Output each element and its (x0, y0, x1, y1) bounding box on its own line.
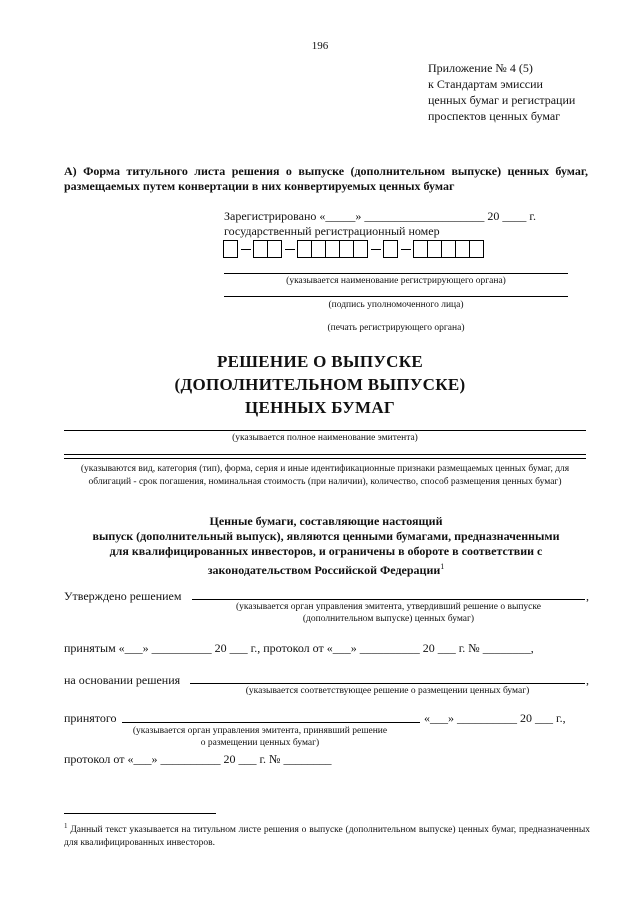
footnote-text: Данный текст указывается на титульном листе решения о выпуске (дополнительном выпуске) ценных бумаг, предназначенных для квалифицированных инвесторов. (64, 825, 591, 849)
note-text: законодательством Российской Федерации (207, 563, 441, 577)
adopted-line: принятым «___» __________ 20 ___ г., протокол от «___» __________ 20 ___ г. № ________, (64, 641, 534, 655)
title-line: РЕШЕНИЕ О ВЫПУСКЕ (216, 352, 423, 371)
protocol-line: протокол от «___» __________ 20 ___ г. № ________ (64, 752, 332, 766)
appendix-line: проспектов ценных бумаг (428, 109, 561, 123)
securities-info-caption: (указываются вид, категория (тип), форма, серия и иные идентификационные признаки размещаемых ценных бумаг, для облигаций - срок погашения, номинальная стоимость (при наличии), количество, способ размещения ценных бумаг) (80, 464, 570, 487)
digit-box (441, 240, 456, 258)
footnote (64, 820, 590, 850)
securities-info-line-1 (64, 454, 586, 455)
digit-box (455, 240, 470, 258)
comma: , (586, 673, 589, 687)
registrar-name-line (224, 273, 568, 274)
footnote-marker: 1 (440, 562, 445, 571)
approved-line (192, 599, 585, 600)
title-line: ЦЕННЫХ БУМАГ (244, 398, 396, 417)
basis-line (190, 683, 585, 684)
registration-line: Зарегистрировано «_____» ____________________ 20 ____ г. (224, 209, 536, 223)
signature-line (224, 296, 568, 297)
issuer-name-caption: (указывается полное наименование эмитента) (232, 433, 418, 443)
qualified-investors-note (68, 514, 584, 578)
caption-line: (указывается орган управления эмитента, принявший решение (132, 726, 388, 736)
accepted-date: «___» __________ 20 ___ г., (424, 711, 566, 725)
appendix-line: Приложение № 4 (5) (428, 61, 533, 75)
digit-box (427, 240, 442, 258)
caption-line: (указывается орган управления эмитента, утвердивший решение о выпуске (236, 602, 541, 612)
basis-label: на основании решения (64, 673, 181, 687)
digit-box (267, 240, 282, 258)
note-line: выпуск (дополнительный выпуск), являются ценными бумагами, предназначенными (92, 529, 560, 543)
appendix-line: к Стандартам эмиссии (428, 77, 543, 91)
accepted-caption (110, 725, 410, 749)
dash (285, 249, 295, 250)
basis-caption: (указывается соответствующее решение о размещении ценных бумаг) (245, 686, 530, 696)
dash (241, 249, 251, 250)
approved-caption (192, 601, 585, 625)
page-number: 196 (311, 40, 329, 52)
digit-box (253, 240, 268, 258)
approved-label: Утверждено решением (64, 589, 182, 603)
digit-box (413, 240, 428, 258)
digit-box (383, 240, 398, 258)
document-title (0, 350, 640, 419)
stamp-caption: (печать регистрирующего органа) (327, 323, 465, 333)
comma: , (586, 589, 589, 603)
digit-box (339, 240, 354, 258)
appendix-reference (428, 60, 575, 124)
accepted-label: принятого (64, 711, 117, 725)
issuer-name-line (64, 430, 586, 431)
caption-line: (дополнительном выпуске) ценных бумаг) (302, 614, 475, 624)
footnote-mark: 1 (64, 822, 68, 830)
appendix-line: ценных бумаг и регистрации (428, 93, 576, 107)
digit-box (311, 240, 326, 258)
note-line: Ценные бумаги, составляющие настоящий (209, 514, 443, 528)
title-line: (ДОПОЛНИТЕЛЬНОМ ВЫПУСКЕ) (174, 375, 466, 394)
dash (371, 249, 381, 250)
accepted-line (122, 722, 420, 723)
signature-caption: (подпись уполномоченного лица) (328, 300, 464, 310)
note-line: для квалифицированных инвесторов, и ограничены в обороте в соответствии с (109, 544, 543, 558)
digit-box (223, 240, 238, 258)
note-line (68, 559, 584, 578)
state-number-label: государственный регистрационный номер (224, 224, 440, 238)
digit-box (469, 240, 484, 258)
caption-line: о размещении ценных бумаг) (200, 738, 320, 748)
registrar-name-caption: (указывается наименование регистрирующего органа) (286, 276, 506, 286)
digit-box (297, 240, 312, 258)
securities-info-line-2 (64, 458, 586, 459)
digit-box (353, 240, 368, 258)
registration-number-boxes (224, 240, 484, 258)
footnote-separator (64, 813, 216, 814)
section-heading: А) Форма титульного листа решения о выпуске (дополнительном выпуске) ценных бумаг, размещаемых путем конвертации в них конвертируемых ценных бумаг (64, 164, 588, 193)
dash (401, 249, 411, 250)
digit-box (325, 240, 340, 258)
